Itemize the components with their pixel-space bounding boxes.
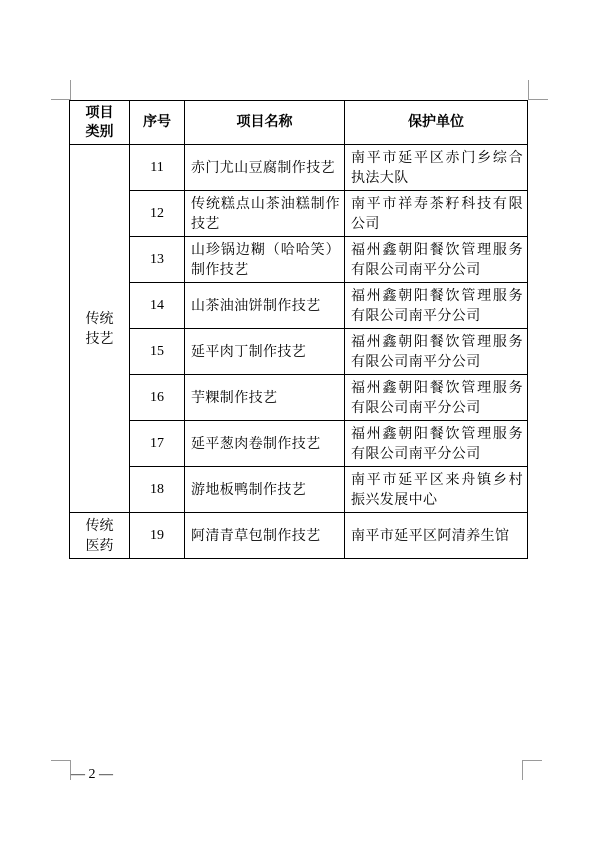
- table-row: [70, 375, 528, 421]
- crop-mark-top-right: [528, 80, 548, 100]
- row-number: 17: [130, 421, 185, 467]
- table-row: [70, 467, 528, 513]
- heritage-project-table: [69, 100, 528, 559]
- project-name: 传统糕点山茶油糕制作技艺: [185, 191, 345, 237]
- table-row: [70, 145, 528, 191]
- header-number: 序号: [130, 101, 185, 145]
- category-line2: 技艺: [85, 330, 114, 347]
- table-header-row: [70, 101, 528, 145]
- project-name: 延平葱肉卷制作技艺: [185, 421, 345, 467]
- table-row: [70, 237, 528, 283]
- protection-unit: 南平市延平区赤门乡综合执法大队: [345, 145, 528, 191]
- protection-unit: 福州鑫朝阳餐饮管理服务有限公司南平分公司: [345, 237, 528, 283]
- protection-unit: 福州鑫朝阳餐饮管理服务有限公司南平分公司: [345, 283, 528, 329]
- page-number: — 2 —: [71, 767, 113, 782]
- row-number: 12: [130, 191, 185, 237]
- project-name: 阿清青草包制作技艺: [185, 513, 345, 559]
- project-name: 山茶油油饼制作技艺: [185, 283, 345, 329]
- protection-unit: 福州鑫朝阳餐饮管理服务有限公司南平分公司: [345, 329, 528, 375]
- project-name: 山珍锅边糊（哈哈笑）制作技艺: [185, 237, 345, 283]
- category-line2: 医药: [85, 537, 114, 554]
- project-name: 芋粿制作技艺: [185, 375, 345, 421]
- category-cell: [70, 145, 130, 513]
- table-row: [70, 513, 528, 559]
- row-number: 15: [130, 329, 185, 375]
- row-number: 11: [130, 145, 185, 191]
- row-number: 18: [130, 467, 185, 513]
- protection-unit: 南平市延平区来舟镇乡村振兴发展中心: [345, 467, 528, 513]
- protection-unit: 南平市祥寿茶籽科技有限公司: [345, 191, 528, 237]
- header-project-name: 项目名称: [185, 101, 345, 145]
- protection-unit: 福州鑫朝阳餐饮管理服务有限公司南平分公司: [345, 375, 528, 421]
- table-row: [70, 283, 528, 329]
- row-number: 14: [130, 283, 185, 329]
- category-line1: 传统: [85, 517, 114, 534]
- crop-mark-bottom-left: [51, 760, 71, 780]
- header-protection-unit: 保护单位: [345, 101, 528, 145]
- crop-mark-top-left: [51, 80, 71, 100]
- table-row: [70, 421, 528, 467]
- header-category-line2: 类别: [85, 123, 114, 140]
- protection-unit: 福州鑫朝阳餐饮管理服务有限公司南平分公司: [345, 421, 528, 467]
- project-name: 赤门尤山豆腐制作技艺: [185, 145, 345, 191]
- row-number: 16: [130, 375, 185, 421]
- project-name: 延平肉丁制作技艺: [185, 329, 345, 375]
- protection-unit: 南平市延平区阿清养生馆: [345, 513, 528, 559]
- table-row: [70, 191, 528, 237]
- header-category-line1: 项目: [85, 104, 114, 121]
- row-number: 13: [130, 237, 185, 283]
- crop-mark-bottom-right: [522, 760, 542, 780]
- category-cell: [70, 513, 130, 559]
- header-category: [70, 101, 130, 145]
- category-line1: 传统: [85, 310, 114, 327]
- row-number: 19: [130, 513, 185, 559]
- project-name: 游地板鸭制作技艺: [185, 467, 345, 513]
- table-row: [70, 329, 528, 375]
